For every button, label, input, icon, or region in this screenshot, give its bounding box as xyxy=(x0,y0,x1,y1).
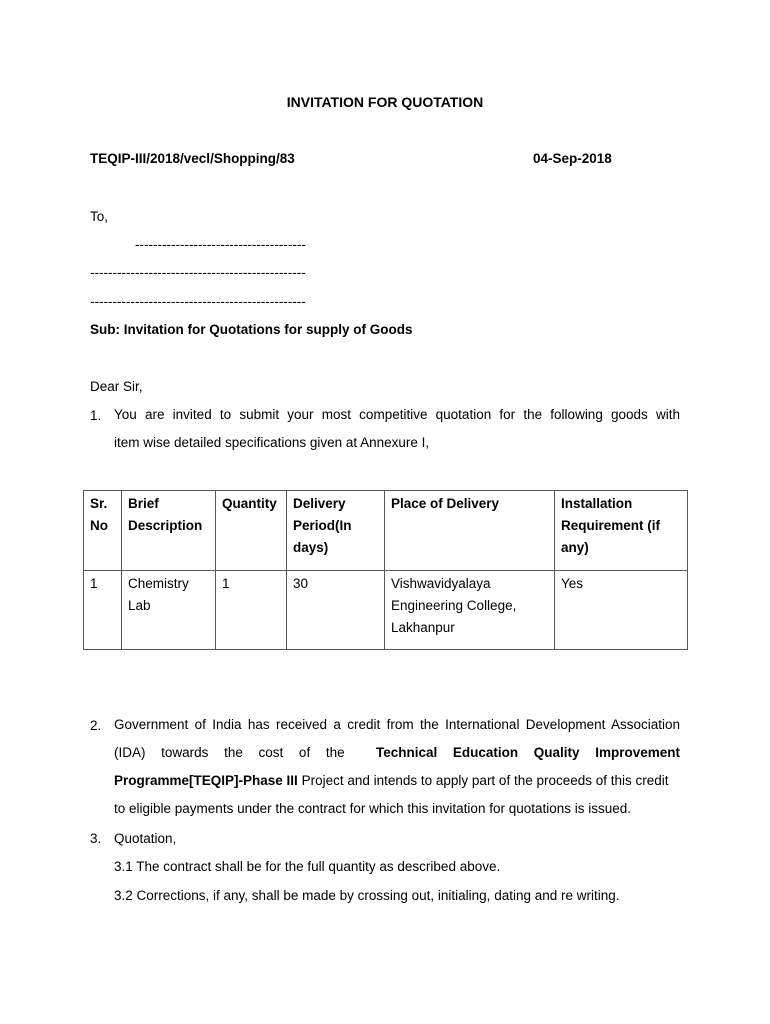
address-line-3: ------------------------------------------------ xyxy=(90,294,306,309)
item-3-heading: Quotation, xyxy=(114,831,177,846)
item-1-number: 1. xyxy=(90,408,102,423)
cell-sr-no: 1 xyxy=(84,571,122,650)
item-2-line-4: to eligible payments under the contract for which this invitation for quotations is issued. xyxy=(114,801,632,816)
header-place-of-delivery: Place of Delivery xyxy=(385,491,555,571)
header-quantity: Quantity xyxy=(216,491,287,571)
cell-brief-description: Chemistry Lab xyxy=(122,571,216,650)
reference-number: TEQIP-III/2018/vecl/Shopping/83 xyxy=(90,151,295,166)
item-2-line-1: Government of India has received a credit from the International Development Association xyxy=(114,717,680,732)
item-2-line-3: Programme[TEQIP]-Phase III Project and intends to apply part of the proceeds of this credit xyxy=(114,773,669,788)
table-header-row xyxy=(84,491,688,571)
table-row xyxy=(84,571,688,650)
item-2-line-2: (IDA) towards the cost of the Technical Education Quality Improvement xyxy=(114,745,680,760)
item-1-line-2: item wise detailed specifications given at Annexure I, xyxy=(114,435,430,450)
item-3-1-text: 3.1 The contract shall be for the full quantity as described above. xyxy=(114,859,501,874)
salutation: Dear Sir, xyxy=(90,379,143,394)
header-delivery-period: Delivery Period(In days) xyxy=(287,491,385,571)
document-title: INVITATION FOR QUOTATION xyxy=(286,94,484,110)
header-sr-no: Sr. No xyxy=(84,491,122,571)
address-line-2: ------------------------------------------------ xyxy=(90,265,306,280)
address-line-1: -------------------------------------- xyxy=(135,237,306,252)
item-1-text xyxy=(114,401,680,457)
item-2-number: 2. xyxy=(90,718,102,733)
cell-installation-requirement: Yes xyxy=(555,571,688,650)
item-3-number: 3. xyxy=(90,831,102,846)
to-label: To, xyxy=(90,209,109,224)
header-brief-description: Brief Description xyxy=(122,491,216,571)
document-date: 04-Sep-2018 xyxy=(533,151,612,166)
item-1-line-1: You are invited to submit your most competitive quotation for the following goods with xyxy=(114,407,680,422)
subject-line: Sub: Invitation for Quotations for supply of Goods xyxy=(90,322,413,337)
cell-delivery-period: 30 xyxy=(287,571,385,650)
cell-place-of-delivery: Vishwavidyalaya Engineering College, Lakhanpur xyxy=(385,571,555,650)
header-installation-requirement: Installation Requirement (if any) xyxy=(555,491,688,571)
goods-table xyxy=(83,490,688,650)
cell-quantity: 1 xyxy=(216,571,287,650)
item-3-2-text: 3.2 Corrections, if any, shall be made by crossing out, initialing, dating and re writing. xyxy=(114,888,620,903)
item-2-text xyxy=(114,711,680,823)
